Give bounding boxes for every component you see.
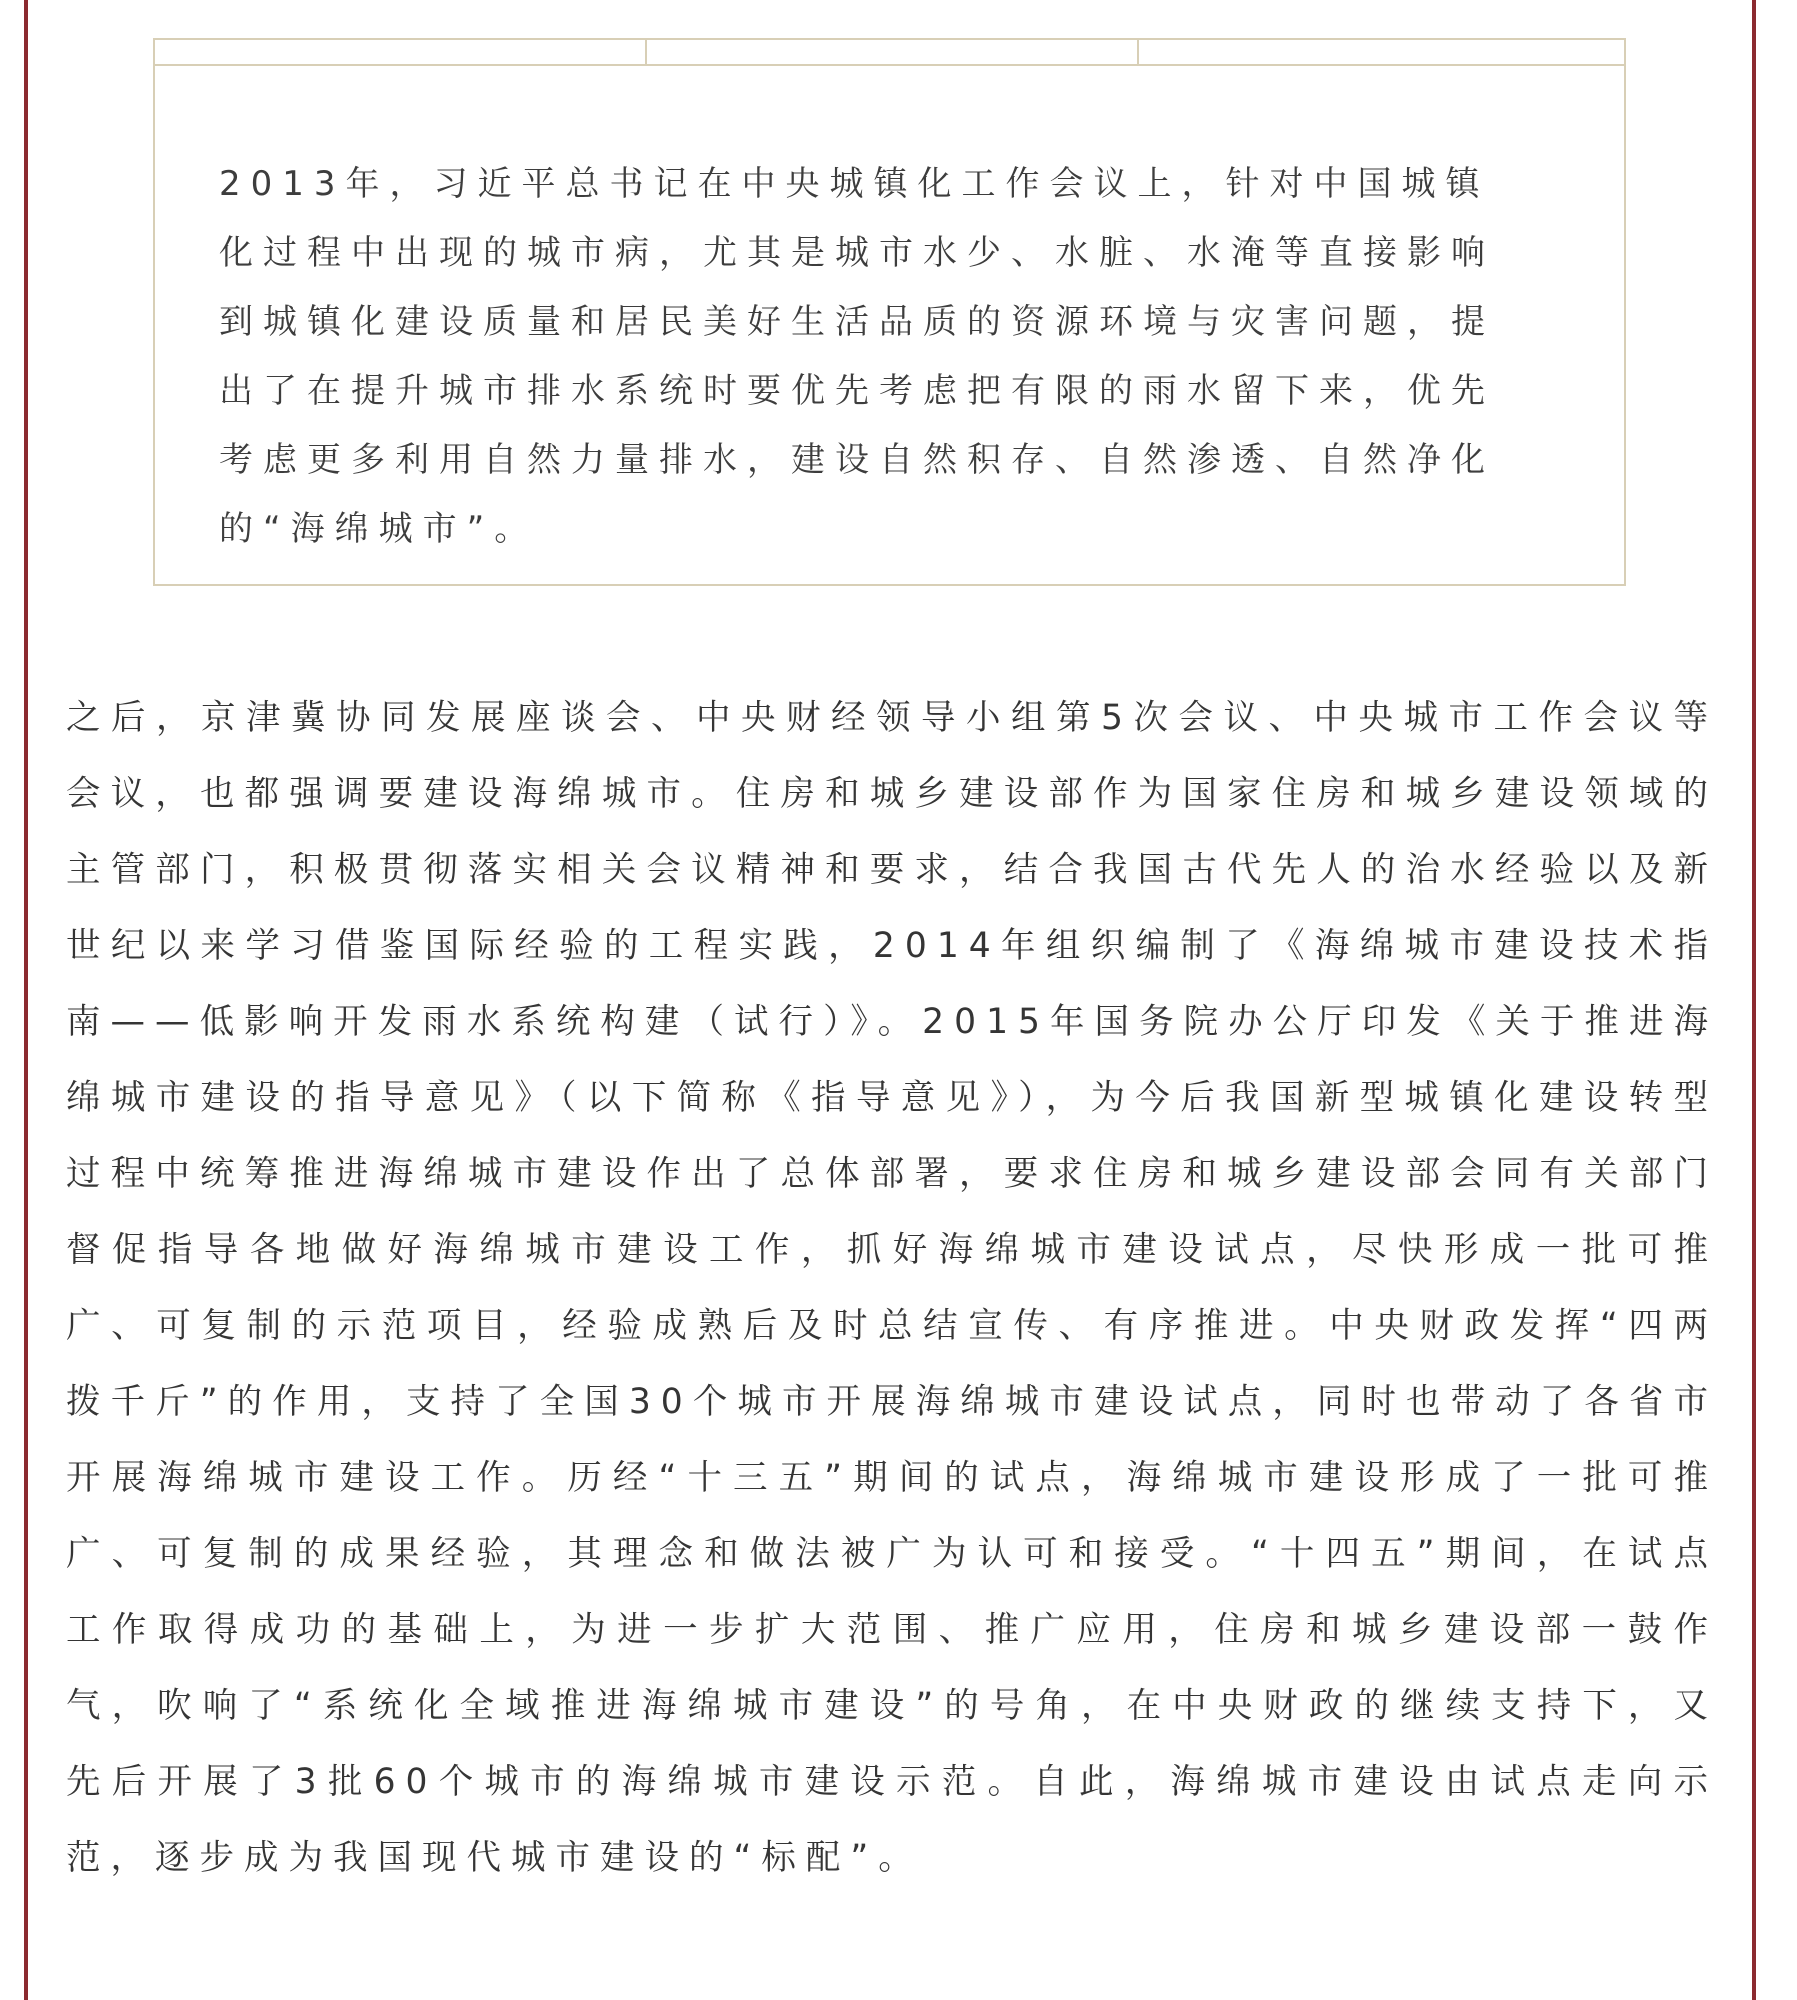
body-paragraph: 之后，京津冀协同发展座谈会、中央财经领导小组第5次会议、中央城市工作会议等会议，也都强调要建设海绵城市。住房和城乡建设部作为国家住房和城乡建设领域的主管部门，积极贯彻落实相关会议精神和要求，结合我国古代先人的治水经验以及新世纪以来学习借鉴国际经验的工程实践，2014年组织编制了《海绵城市建设技术指南——低影响开发雨水系统构建（试行）》。2015年国务院办公厅印发《关于推进海绵城市建设的指导意见》（以下简称《指导意见》），为今后我国新型城镇化建设转型过程中统筹推进海绵城市建设作出了总体部署，要求住房和城乡建设部会同有关部门督促指导各地做好海绵城市建设工作，抓好海绵城市建设试点，尽快形成一批可推广、可复制的示范项目，经验成熟后及时总结宣传、有序推进。中央财政发挥“四两拨千斤”的作用，支持了全国30个城市开展海绵城市建设试点，同时也带动了各省市开展海绵城市建设工作。历经“十三五”期间的试点，海绵城市建设形成了一批可推广、可复制的成果经验，其理念和做法被广为认可和接受。“十四五”期间，在试点工作取得成功的基础上，为进一步扩大范围、推广应用，住房和城乡建设部一鼓作气，吹响了“系统化全域推进海绵城市建设”的号角，在中央财政的继续支持下，又先后开展了3批60个城市的海绵城市建设示范。自此，海绵城市建设由试点走向示范，逐步成为我国现代城市建设的“标配”。 (66, 698, 1718, 1878)
quote-box (153, 38, 1626, 586)
left-border-line (0, 0, 28, 2000)
quote-text: 2013年，习近平总书记在中央城镇化工作会议上，针对中国城镇化过程中出现的城市病，尤其是城市水少、水脏、水淹等直接影响到城镇化建设质量和居民美好生活品质的资源环境与灾害问题，提出了在提升城市排水系统时要优先考虑把有限的雨水留下来，优先考虑更多利用自然力量排水，建设自然积存、自然渗透、自然净化的“海绵城市”。 (219, 164, 1495, 549)
quote-header-divider (645, 40, 647, 66)
quote-box-header (155, 40, 1624, 66)
quote-header-divider (1137, 40, 1139, 66)
right-border-line (1752, 0, 1797, 2000)
